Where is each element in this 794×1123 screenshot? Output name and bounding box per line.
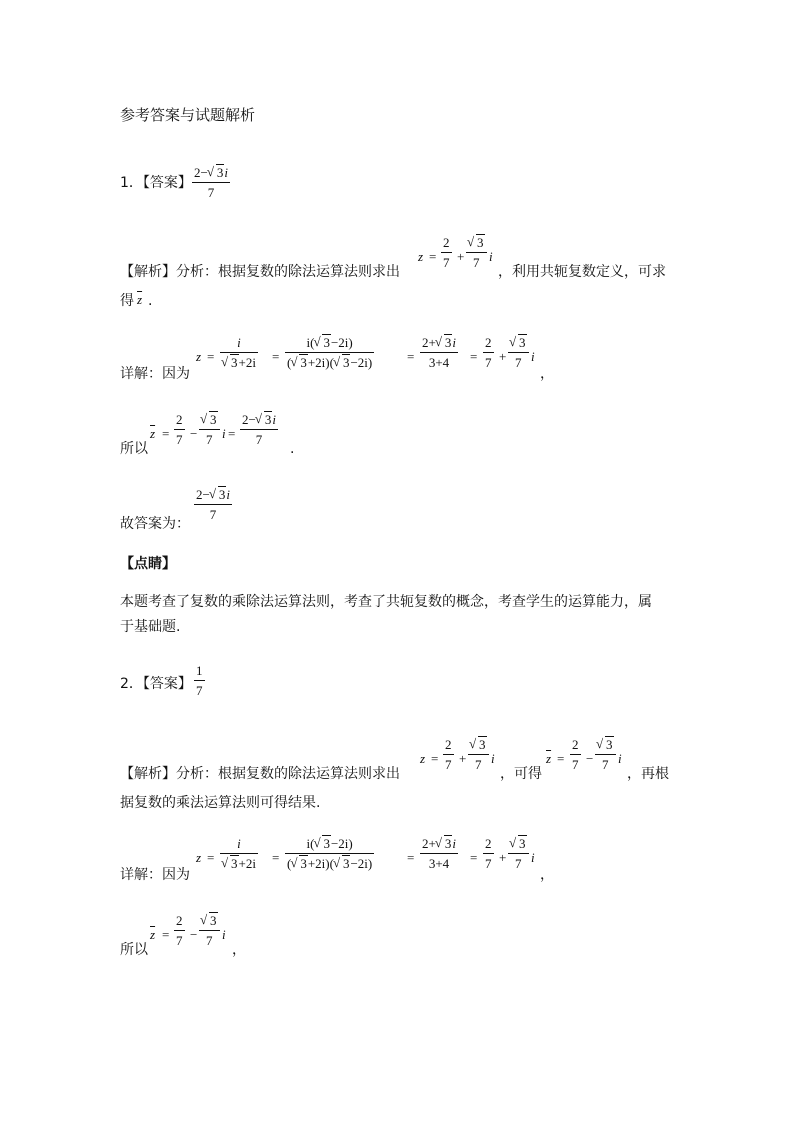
q1-detail-frac2-den-a: ( — [287, 355, 292, 370]
q1-analysis-line2-a: 得 — [120, 293, 134, 309]
q1-detail-frac3-radicand: 3 — [444, 335, 452, 350]
q2-analysis-frac-d-den: 7 — [602, 757, 609, 772]
q1-so-frac3-num-i: i — [272, 412, 276, 427]
q2-detail-frac1-num: i — [237, 836, 241, 851]
q1-so-frac3-radicand: 3 — [264, 412, 272, 427]
q1-answer-num-i: i — [224, 165, 228, 180]
q2-detail-frac2-num-radicand: 3 — [323, 836, 330, 851]
q1-analysis-line2-b: . — [148, 293, 153, 309]
q1-detail-frac4-den: 7 — [485, 355, 492, 370]
q1-so-frac3-den: 7 — [255, 432, 263, 447]
q1-so-frac1 — [174, 413, 185, 446]
q2-detail-frac3-num-i: i — [452, 836, 456, 851]
q1-so-frac2 — [199, 413, 220, 446]
q1-detail-frac1-num: i — [237, 335, 241, 350]
q1-comment-line2: 于基础题. — [120, 619, 181, 635]
q1-analysis-frac-b-radicand: 3 — [477, 235, 484, 250]
q2-analysis-z: z — [420, 751, 426, 766]
q2-so-frac2-den: 7 — [206, 933, 213, 948]
q1-final-radicand: 3 — [218, 487, 226, 502]
q2-so-frac2-radicand: 3 — [210, 913, 217, 928]
q1-so-frac3 — [240, 413, 278, 446]
q1-detail-frac3-num-a: 2+ — [422, 335, 436, 350]
q2-detail-frac2-den-a: ( — [287, 856, 292, 871]
q1-detail-i: i — [531, 349, 535, 364]
q2-detail-frac2-den-radicand1: 3 — [300, 856, 307, 871]
q1-so-zbar: $\overline{z}$ — [150, 426, 156, 441]
q1-detail-frac1-den-b: +2i — [238, 355, 256, 370]
q2-so-frac1 — [174, 914, 185, 947]
q2-analysis-i2: i — [618, 751, 622, 766]
q2-detail-frac2-num-b: −2i) — [330, 836, 353, 851]
q1-so-label: 所以 — [120, 441, 148, 457]
q2-detail-frac5-den: 7 — [515, 856, 522, 871]
q1-analysis-frac-b-den: 7 — [473, 255, 480, 270]
q2-analysis-mid: ，可得 — [500, 766, 542, 782]
q1-detail-frac5-den: 7 — [515, 355, 522, 370]
q2-detail-frac4-num: 2 — [485, 836, 492, 851]
q1-comment-line1: 本题考查了复数的乘除法运算法则，考查了共轭复数的概念，考查学生的运算能力，属 — [120, 594, 652, 610]
q1-analysis-eq: = — [429, 249, 437, 264]
q2-analysis-frac-a-den: 7 — [445, 757, 452, 772]
q1-detail-comma: ， — [540, 366, 554, 382]
q2-analysis-eq: = — [431, 751, 439, 766]
q1-detail-frac3-num-i: i — [452, 335, 456, 350]
q2-detail-frac3-num-a: 2+ — [422, 836, 436, 851]
q1-detail-frac5 — [508, 336, 529, 369]
q1-detail-frac2-den-c: −2i) — [350, 355, 373, 370]
q1-detail-eq4: = — [470, 349, 478, 364]
q2-detail-eq4: = — [470, 850, 478, 865]
q1-so-eq2: = — [228, 426, 236, 441]
q2-detail-frac2-den-c: −2i) — [350, 856, 373, 871]
q1-answer-den: 7 — [207, 185, 215, 200]
q1-analysis-frac-b — [466, 236, 487, 269]
q2-detail-eq2: = — [272, 850, 280, 865]
q2-analysis-frac-a-num: 2 — [445, 737, 452, 752]
q1-final-fraction — [194, 488, 232, 521]
q2-analysis-plus: + — [459, 751, 467, 766]
q2-detail-frac1-den-b: +2i — [238, 856, 256, 871]
q1-so-i: i — [222, 426, 226, 441]
q2-detail-frac1 — [220, 837, 258, 870]
q2-detail-frac5-radicand: 3 — [519, 836, 526, 851]
q1-comment-title: 【点睛】 — [120, 556, 176, 572]
q2-answer-fraction — [194, 664, 205, 697]
q1-detail-frac2-num-b: −2i) — [330, 335, 353, 350]
q2-analysis-frac-b-den: 7 — [475, 757, 482, 772]
q1-analysis-frac-a — [441, 236, 452, 269]
q1-analysis-suffix: ，利用共轭复数定义，可求 — [498, 264, 666, 280]
q1-analysis-zbar: $\overline{z}$ — [137, 292, 143, 307]
q1-detail-frac2-num-radicand: 3 — [323, 335, 330, 350]
q2-analysis-frac-b-radicand: 3 — [479, 737, 486, 752]
q1-detail-frac5-radicand: 3 — [519, 335, 526, 350]
q1-analysis-i: i — [489, 249, 493, 264]
q1-detail-eq2: = — [272, 349, 280, 364]
q2-so-eq1: = — [162, 927, 170, 942]
q2-detail-frac3-radicand: 3 — [444, 836, 452, 851]
q1-detail-frac2 — [285, 336, 374, 369]
q1-final-label: 故答案为： — [120, 516, 190, 532]
q2-analysis-line2: 据复数的乘法运算法则可得结果. — [120, 795, 321, 811]
q1-detail-frac1 — [220, 336, 258, 369]
q2-detail-frac5 — [508, 837, 529, 870]
q1-detail-frac2-den-b: +2i)( — [307, 355, 334, 370]
q2-detail-frac3 — [420, 837, 458, 870]
q2-analysis-eq2: = — [557, 751, 565, 766]
q2-so-frac1-num: 2 — [176, 913, 183, 928]
q1-analysis-plus: + — [457, 249, 465, 264]
q1-detail-frac4 — [483, 336, 494, 369]
q2-detail-plus: + — [499, 850, 507, 865]
q1-final-num-i: i — [226, 487, 230, 502]
q1-analysis-prefix: 【解析】分析：根据复数的除法运算法则求出 — [120, 264, 400, 280]
q1-so-frac1-den: 7 — [176, 432, 183, 447]
q2-detail-frac2-num-a: i( — [306, 836, 315, 851]
q2-analysis-frac-b — [468, 738, 489, 771]
q1-analysis-z: z — [418, 249, 424, 264]
q2-so-frac2 — [199, 914, 220, 947]
q1-so-frac2-den: 7 — [206, 432, 213, 447]
q1-answer-fraction — [192, 166, 230, 199]
q2-analysis-zbar: $\overline{z}$ — [546, 751, 552, 766]
page-title: 参考答案与试题解析 — [120, 106, 256, 124]
q2-detail-z: z — [196, 850, 202, 865]
q1-detail-frac2-den-radicand1: 3 — [300, 355, 307, 370]
q2-analysis-frac-a — [443, 738, 454, 771]
q1-so-minus: − — [190, 426, 198, 441]
q1-detail-frac2-den-radicand2: 3 — [342, 355, 350, 370]
q2-detail-frac4-den: 7 — [485, 856, 492, 871]
q2-analysis-frac-c — [570, 738, 581, 771]
q2-analysis-frac-d-radicand: 3 — [606, 737, 613, 752]
q2-detail-frac1-radicand: 3 — [231, 856, 238, 871]
q2-so-i: i — [222, 927, 226, 942]
q1-answer-num-a: 2− — [194, 165, 208, 180]
q1-detail-eq3: = — [407, 349, 415, 364]
q2-answer-den: 7 — [196, 683, 203, 698]
q2-so-zbar: $\overline{z}$ — [150, 927, 156, 942]
q2-detail-comma: ， — [540, 867, 554, 883]
q1-answer-label: 1．【答案】 — [120, 175, 192, 191]
q2-answer-num: 1 — [196, 663, 203, 678]
q2-analysis-suffix: ，再根 — [627, 766, 669, 782]
q2-so-frac1-den: 7 — [176, 933, 183, 948]
q2-detail-frac2 — [285, 837, 374, 870]
q1-analysis-frac-a-num: 2 — [443, 235, 450, 250]
q2-so-label: 所以 — [120, 942, 148, 958]
q1-so-frac2-radicand: 3 — [210, 412, 217, 427]
q2-answer-label: 2．【答案】 — [120, 676, 192, 692]
q1-detail-frac2-num-a: i( — [306, 335, 315, 350]
q1-detail-z: z — [196, 349, 202, 364]
q2-analysis-frac-c-num: 2 — [572, 737, 579, 752]
q2-analysis-frac-d — [595, 738, 616, 771]
q2-detail-eq1: = — [207, 850, 215, 865]
q2-detail-frac4 — [483, 837, 494, 870]
q1-final-num-a: 2− — [196, 487, 210, 502]
q2-analysis-frac-c-den: 7 — [572, 757, 579, 772]
q1-final-den: 7 — [209, 507, 217, 522]
q2-detail-label: 详解：因为 — [120, 867, 190, 883]
q1-answer-radicand: 3 — [216, 165, 224, 180]
q2-so-comma: ， — [232, 942, 246, 958]
q2-analysis-i: i — [491, 751, 495, 766]
q2-detail-frac2-den-b: +2i)( — [307, 856, 334, 871]
q2-detail-frac3-den: 3+4 — [428, 856, 450, 871]
q1-detail-frac4-num: 2 — [485, 335, 492, 350]
q1-detail-label: 详解：因为 — [120, 366, 190, 382]
q2-so-minus: − — [190, 927, 198, 942]
q1-detail-frac3-den: 3+4 — [428, 355, 450, 370]
q2-detail-eq3: = — [407, 850, 415, 865]
q1-detail-frac1-radicand: 3 — [231, 355, 238, 370]
q1-so-frac1-num: 2 — [176, 412, 183, 427]
q1-so-eq1: = — [162, 426, 170, 441]
q1-so-frac3-num-a: 2− — [242, 412, 256, 427]
q2-detail-i: i — [531, 850, 535, 865]
q2-analysis-prefix: 【解析】分析：根据复数的除法运算法则求出 — [120, 766, 400, 782]
q1-detail-plus: + — [499, 349, 507, 364]
q1-so-period: . — [290, 441, 295, 457]
q1-detail-eq1: = — [207, 349, 215, 364]
q2-detail-frac2-den-radicand2: 3 — [342, 856, 350, 871]
q2-analysis-minus: − — [586, 751, 594, 766]
q1-detail-frac3 — [420, 336, 458, 369]
q1-analysis-frac-a-den: 7 — [443, 255, 450, 270]
